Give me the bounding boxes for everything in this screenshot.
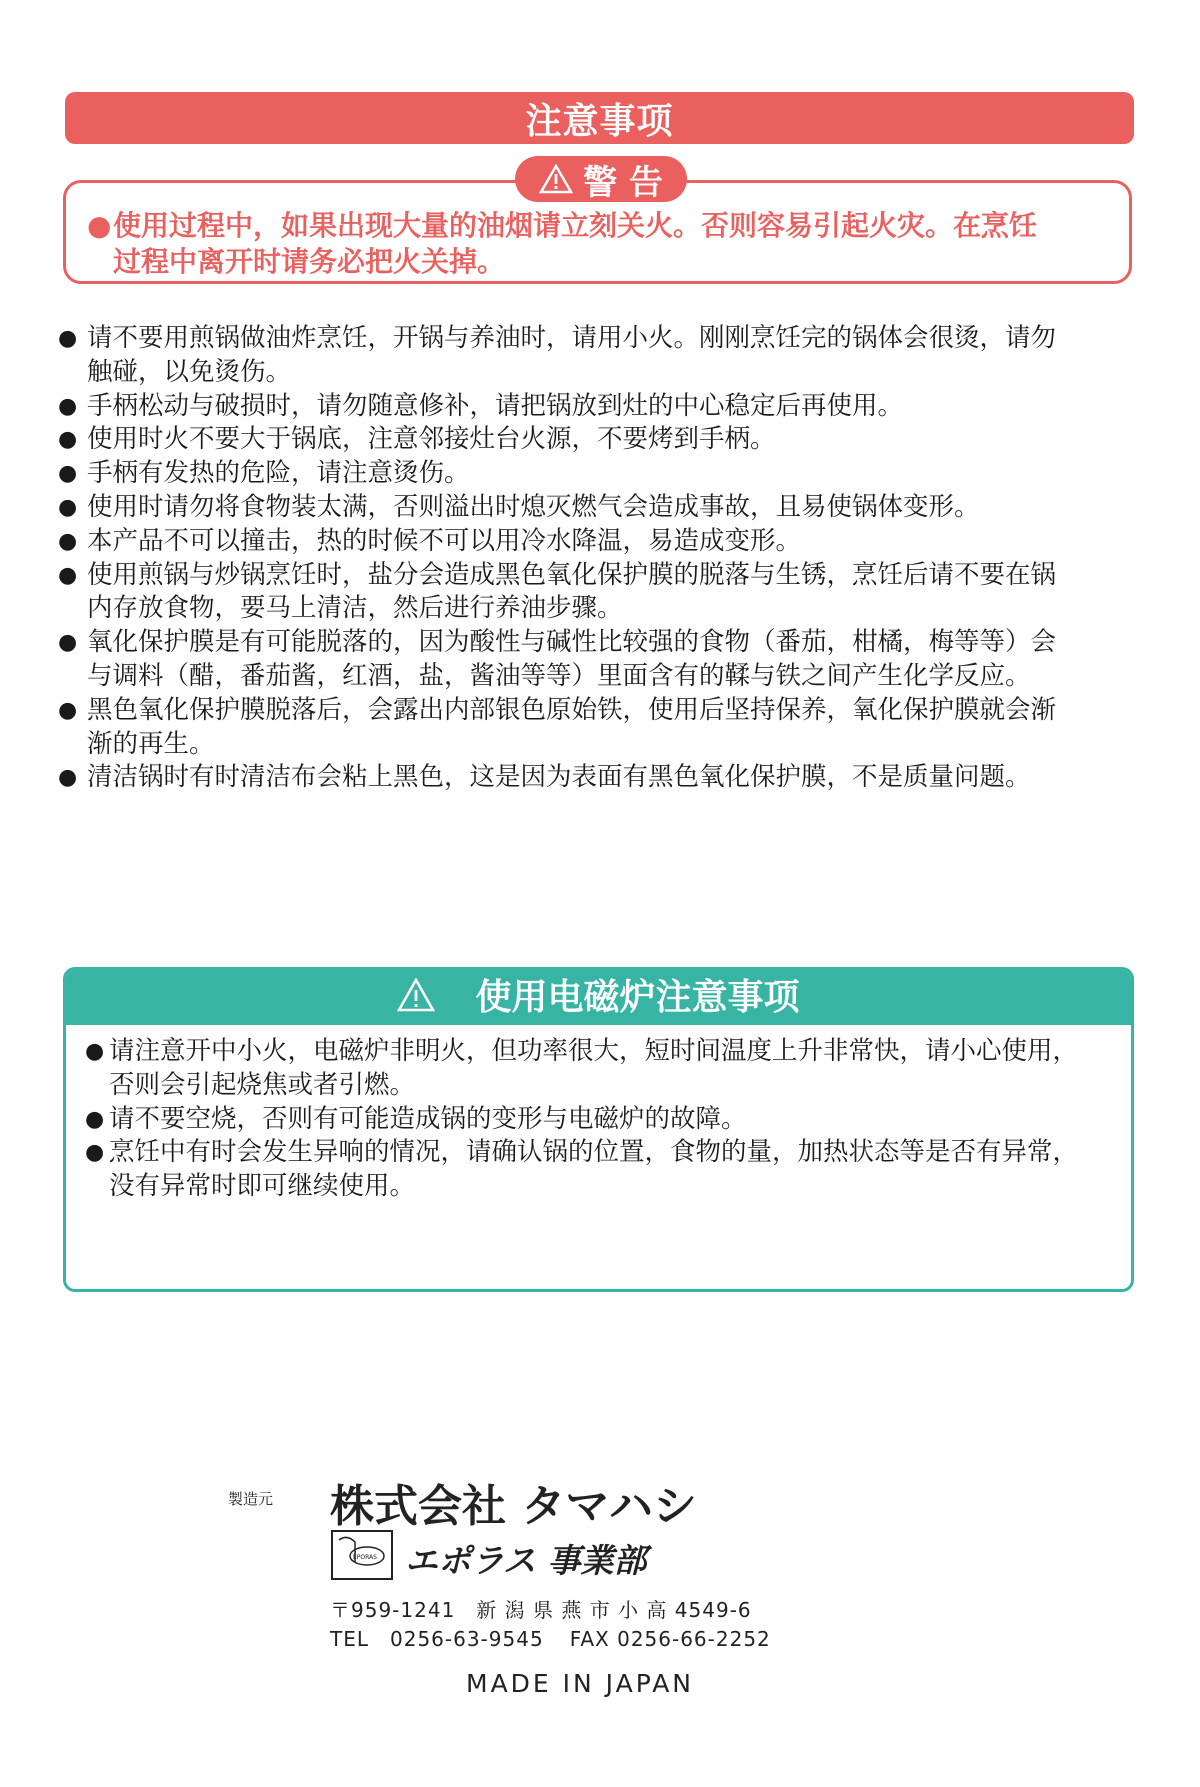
induction-title-row [63,967,1134,1022]
induction-precautions-list [85,1035,1130,1204]
bullet-dot-icon: ● [58,697,78,723]
warning-label-pill [515,156,687,202]
phone-fax-row [330,1623,771,1652]
bullet-dot-icon: ● [58,326,78,351]
list-item: ● 黑色氧化保护膜脱落后，会露出内部银色原始铁，使用后坚持保养，氧化保护膜就会渐 渐的再生。 [58,694,1138,762]
made-in-label: MADE IN JAPAN [466,1669,695,1698]
warning-label: 警 告 [583,162,663,203]
bullet-dot-icon: ● [58,393,78,419]
warning-line: 过程中离开时请务必把火关掉。 [113,245,506,278]
fax-number: FAX 0256-66-2252 [569,1627,771,1651]
notice-title: 注意事项 [525,100,674,142]
list-item: ● 手柄松动与破损时，请勿随意修补，请把锅放到灶的中心稳定后再使用。 [58,390,1138,424]
list-item: ● 氧化保护膜是有可能脱落的，因为酸性与碱性比较强的食物（番茄，柑橘，梅等等）会 与调料（醋，番茄酱，红酒，盐，酱油等等）里面含有的鞣与铁之间产生化学反应。 [58,626,1138,694]
warning-triangle-icon [539,164,573,194]
bullet-dot-icon: ● [85,1106,105,1132]
bullet-dot-icon: ● [85,1140,105,1166]
logo-text: EPORAS [353,1554,377,1561]
list-item: ● 请不要空烧，否则有可能造成锅的变形与电磁炉的故障。 [85,1103,1130,1137]
bullet-dot-icon: ● [58,461,78,487]
list-item: ● 使用煎锅与炒锅烹饪时，盐分会造成黑色氧化保护膜的脱落与生锈，烹饪后请不要在锅 内存放食物，要马上清洁，然后进行养油步骤。 [58,559,1138,627]
warning-text [87,208,1117,280]
list-item: ● 本产品不可以撞击，热的时候不可以用冷水降温，易造成变形。 [58,525,1138,559]
bullet-dot-icon: ● [58,494,78,520]
bullet-dot-icon: ● [87,209,112,242]
division-name: エポラス 事業部 [405,1541,647,1580]
list-item: ● 使用时请勿将食物装太满，否则溢出时熄灭燃气会造成事故，且易使锅体变形。 [58,491,1138,525]
address: 〒959-1241 新 潟 県 燕 市 小 高 4549-6 [330,1598,752,1622]
list-item: ● 烹饪中有时会发生异响的情况，请确认锅的位置，食物的量，加热状态等是否有异常， 没有异常时即可继续使用。 [85,1136,1130,1204]
induction-title: 使用电磁炉注意事项 [475,977,800,1018]
tel-number: TEL 0256-63-9545 [330,1627,544,1651]
eporas-logo-icon [331,1530,393,1580]
list-item: ● 请注意开中小火，电磁炉非明火，但功率很大，短时间温度上升非常快，请小心使用， 否则会引起烧焦或者引燃。 [85,1035,1130,1103]
company-name: 株式会社 タマハシ [330,1481,697,1532]
list-item: ● 手柄有发热的危险，请注意烫伤。 [58,457,1138,491]
bullet-dot-icon: ● [58,765,78,791]
bullet-dot-icon: ● [85,1039,105,1064]
notice-header-bar [65,92,1134,144]
bullet-dot-icon: ● [58,427,78,453]
general-precautions-list [58,322,1138,795]
warning-line: 使用过程中，如果出现大量的油烟请立刻关火。否则容易引起火灾。在烹饪 [113,209,1038,242]
bullet-dot-icon: ● [58,528,78,554]
list-item: ● 清洁锅时有时清洁布会粘上黑色，这是因为表面有黑色氧化保护膜，不是质量问题。 [58,761,1138,795]
bullet-dot-icon: ● [58,562,78,588]
list-item: ● 使用时火不要大于锅底，注意邻接灶台火源，不要烤到手柄。 [58,423,1138,457]
warning-triangle-icon [397,978,435,1012]
manufacturer-label: 製造元 [228,1490,274,1508]
list-item: ● 请不要用煎锅做油炸烹饪，开锅与养油时，请用小火。刚刚烹饪完的锅体会很烫，请勿 触碰，以免烫伤。 [58,322,1138,390]
bullet-dot-icon: ● [58,630,78,656]
